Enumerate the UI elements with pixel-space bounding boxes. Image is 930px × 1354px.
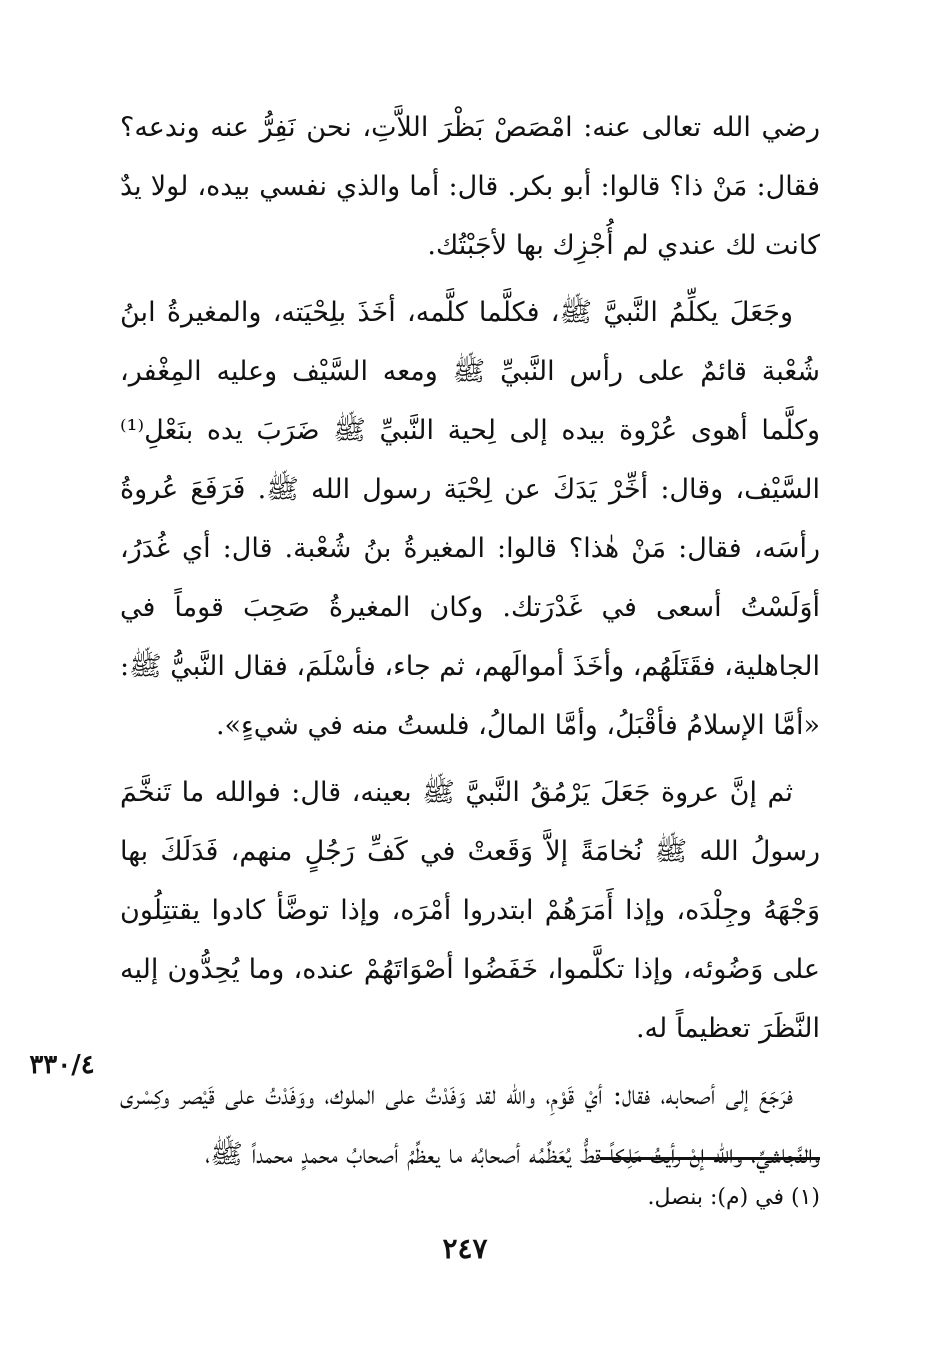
paragraph-4: فرَجَعَ إلى أصحابه، فقال: أيْ قَوْمِ، والله لقد وَفَدْتُ على الملوك، ووَفَدْتُ على قَيْصر وكِسْرى والنَّجاشيِّ، والله إنْ رأيتُ مَلِكاً قطُّ يُعَظِّمُه أصحابُه ما يعظِّمُ أصحابُ محمدٍ محمداً ﷺ،	[120, 1080, 820, 1170]
paragraph-3: ثم إنَّ عروة جَعَلَ يَرْمُقُ النَّبيَّ ﷺ بعينه، قال: فوالله ما تَنخَّمَ رسولُ الله ﷺ نُخامَةً إلاَّ وَقَعتْ في كَفِّ رَجُلٍ منهم، فَدَلَكَ بها وَجْهَهُ وجِلْدَه، وإذا أَمَرَهُمْ ابتدروا أمْرَه، وإذا توضَّأ كادوا يقتتِلُون على وَضُوئه، وإذا تكلَّموا، خَفَضُوا أصْوَاتَهُمْ عنده، وما يُحِدُّون إليه النَّظَرَ تعظيماً له.	[120, 777, 820, 1044]
main-text	[120, 98, 820, 1192]
paragraph-1: رضي الله تعالى عنه: امْصَصْ بَظْرَ اللاَّتِ، نحن نَفِرُّ عنه وندعه؟ فقال: مَنْ ذا؟ قالوا: أبو بكر. قال: أما والذي نفسي بيده، لولا يدٌ كانت لك عندي لم أُجْزِك بها لأجَبْتُك.	[120, 112, 820, 261]
page-number: ٢٤٧	[442, 1232, 488, 1265]
footnote-divider	[600, 1157, 820, 1160]
paragraph-2: وجَعَلَ يكلِّمُ النَّبيَّ ﷺ، فكلَّما كلَّمه، أخَذَ بلِحْيَته، والمغيرةُ ابنُ شُعْبة قائمٌ على رأس النَّبيِّ ﷺ ومعه السَّيْف وعليه المِغْفر، وكلَّما أهوى عُرْوة بيده إلى لِحية النَّبيِّ ﷺ ضَرَبَ يده بنَعْلِ⁽¹⁾ السَّيْف، وقال: أخِّرْ يَدَكَ عن لِحْيَة رسول الله ﷺ. فَرَفَعَ عُروةُ رأسَه، فقال: مَنْ هٰذا؟ قالوا: المغيرةُ بنُ شُعْبة. قال: أي غُدَرُ، أوَلَسْتُ أسعى في غَدْرَتك. وكان المغيرةُ صَحِبَ قوماً في الجاهلية، فقَتَلَهُم، وأخَذَ أموالَهم، ثم جاء، فأسْلَمَ، فقال النَّبيُّ ﷺ: «أمَّا الإسلامُ فأقْبَلُ، وأمَّا المالُ، فلستُ منه في شيءٍ».	[120, 297, 820, 741]
footnote: (١) في (م): بنصل.	[647, 1185, 820, 1210]
margin-reference: ٣٣٠/٤	[29, 1050, 95, 1080]
